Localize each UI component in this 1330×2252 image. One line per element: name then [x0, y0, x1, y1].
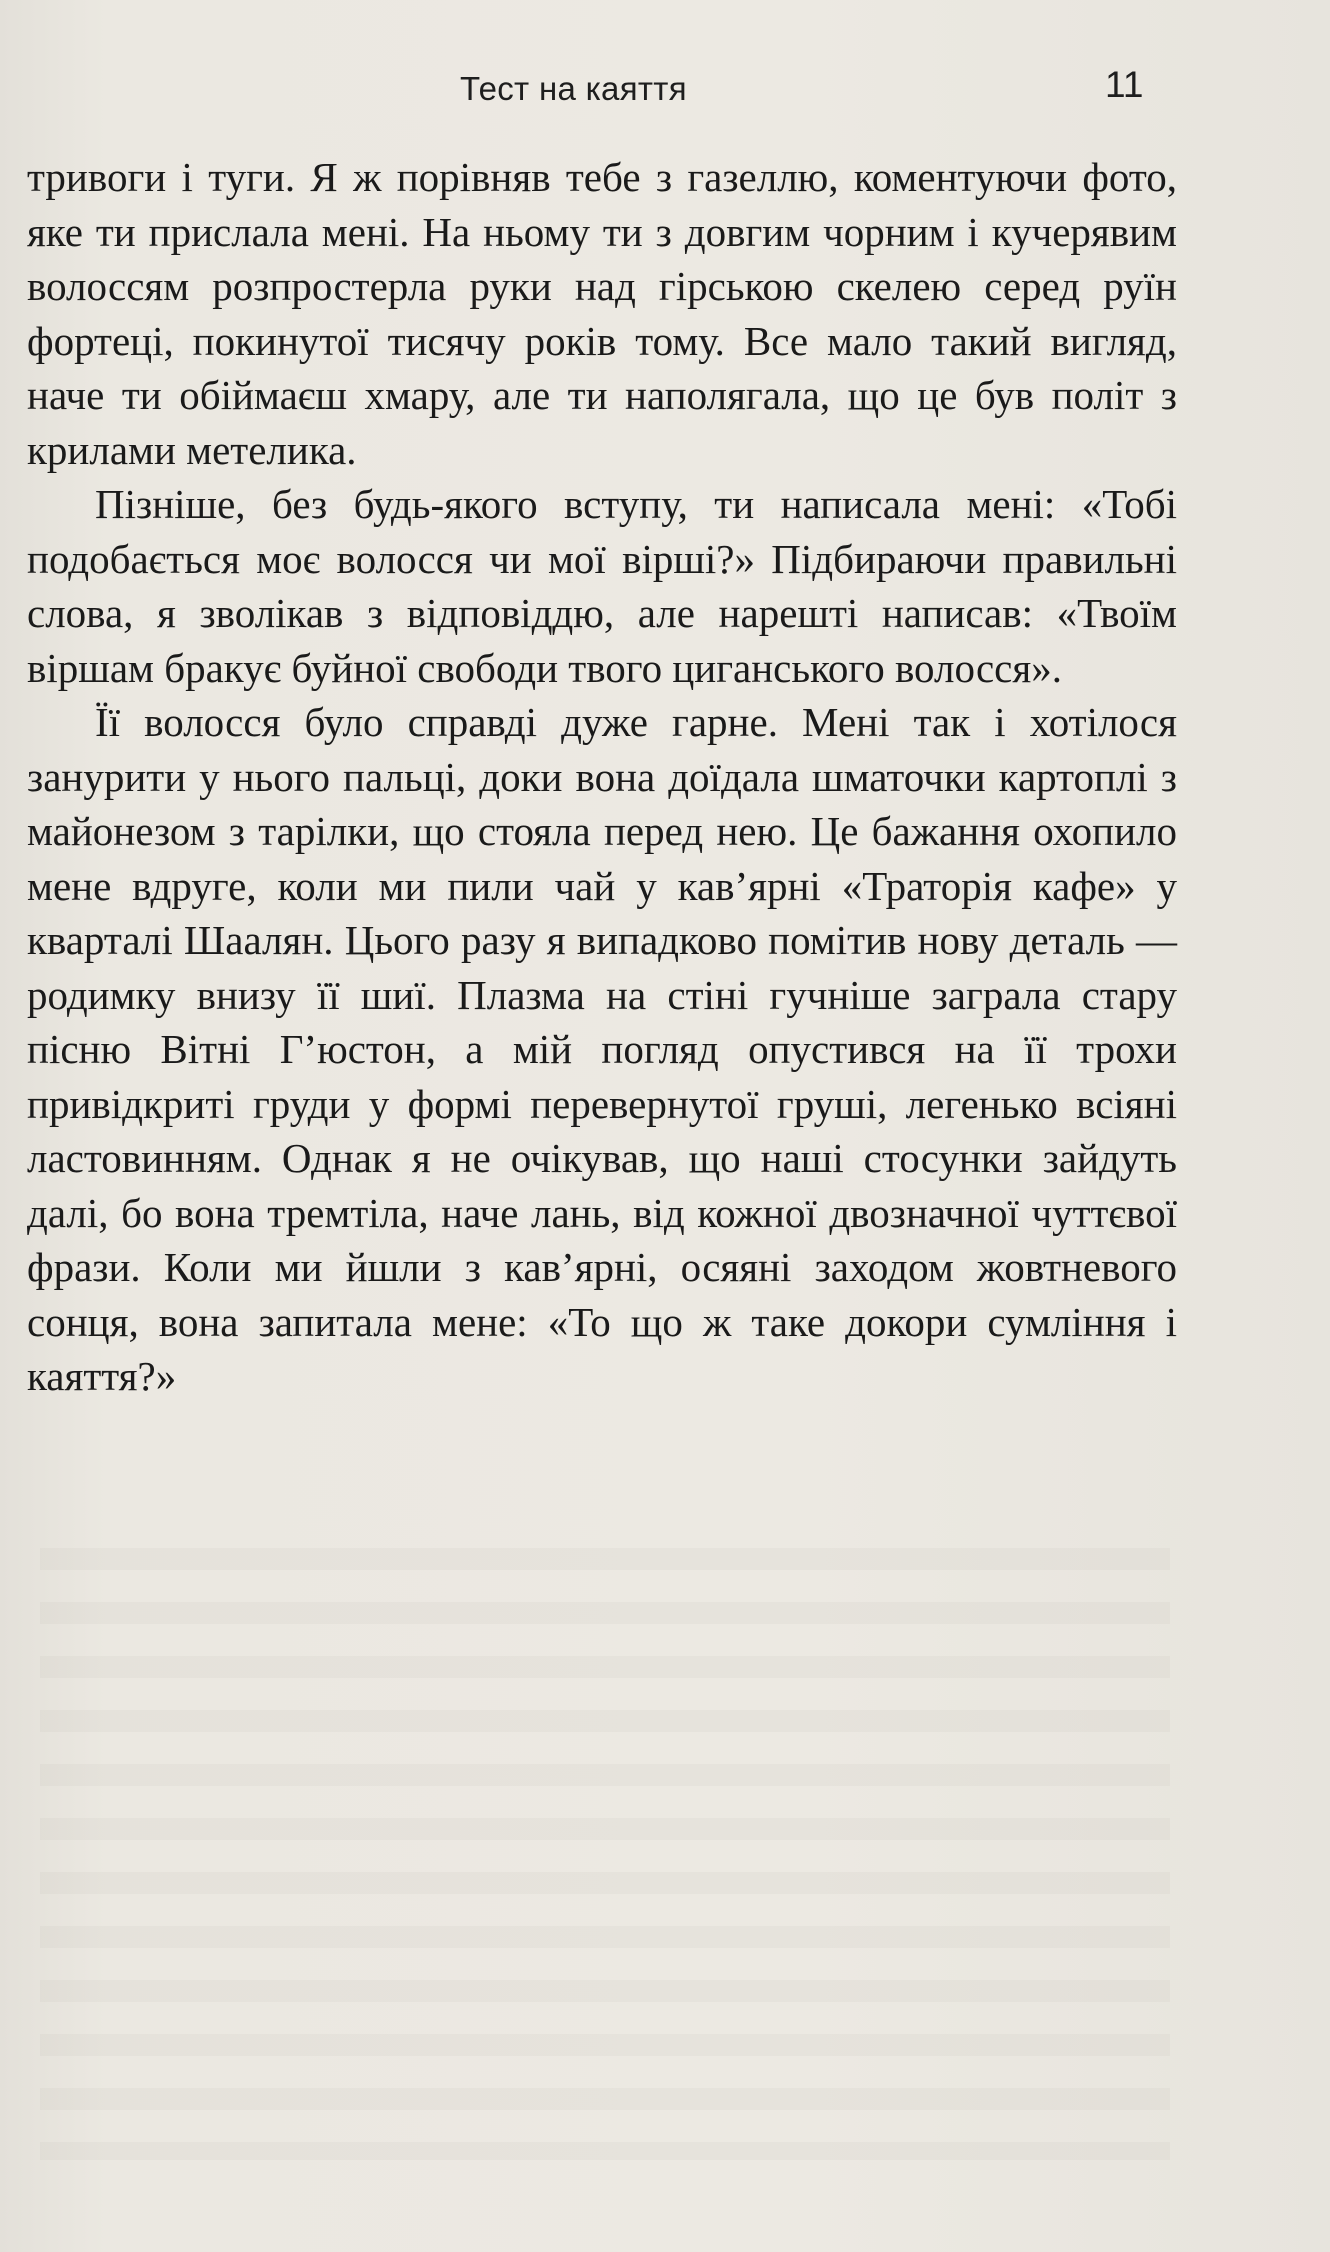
page-number: 11 — [1105, 64, 1144, 105]
reverse-side-show-through — [40, 1520, 1170, 2160]
running-header-title: Тест на каяття — [460, 70, 687, 107]
paragraph: Її волосся було справді дуже гарне. Мені так і хотілося занурити у нього пальці, доки вона доїдала шматочки картоплі з майонезом з тарілки, що стояла перед нею. Це бажання охопило мене вдруге, коли ми пили чай у кав’ярні «Траторія кафе» у кварталі Шаалян. Цього разу я випадково помітив нову деталь — родимку внизу її шиї. Плазма на стіні гучніше заграла стару пісню Вітні Г’юстон, а мій погляд опустився на її трохи привідкриті груди у формі перевернутої груші, легенько всіяні ластовинням. Однак я не очікував, що наші стосунки зайдуть далі, бо вона тремтіла, наче лань, від кожної двозначної чуттєвої фрази. Коли ми йшли з кав’ярні, осяяні заходом жовтневого сонця, вона запитала мене: «То що ж таке докори сумління і каяття?» — [27, 699, 1177, 1399]
body-text — [27, 150, 1177, 1404]
paragraph: Пізніше, без будь-якого вступу, ти написала мені: «Тобі подобається моє волосся чи мої вірші?» Підбираючи правильні слова, я зволікав з відповіддю, але нарешті написав: «Твоїм віршам бракує буйної свободи твого циганського волосся». — [27, 481, 1177, 691]
paragraph-continuation: тривоги і туги. Я ж порівняв тебе з газеллю, коментуючи фото, яке ти прислала мені. На ньому ти з довгим чорним і кучерявим волоссям розпростерла руки над гірською скелею серед руїн фортеці, покинутої тисячу років тому. Все мало такий вигляд, наче ти обіймаєш хмару, але ти наполягала, що це був політ з крилами метелика. — [27, 154, 1177, 473]
